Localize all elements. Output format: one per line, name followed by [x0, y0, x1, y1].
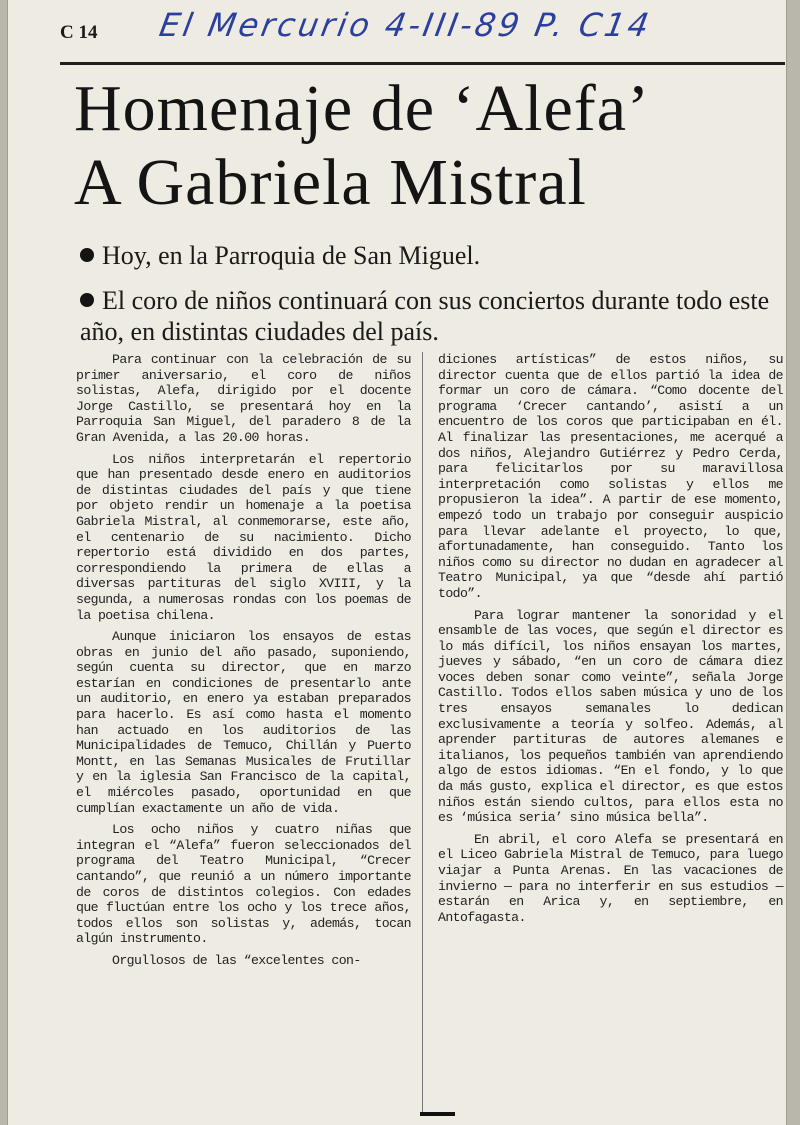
paragraph: diciones artísticas” de estos niños, su director cuenta que de ellos partió la idea de formar un coro de cámara. “Como docente del programa ‘Crecer cantando’, asistí a un encuentro de los coros que participaban en él. Al finalizar las presentaciones, me acerqué a dos niños, Alejandro Gutiérrez y Pedro Cerda, para felicitarlos por su maravillosa interpretación como solistas y ellos me propusieron la idea”. A partir de ese momento, empezó todo un trabajo por conseguir auspicio para llevar adelante el proyecto, lo que, afortunadamente, han conseguido. Tanto los niños como su director no dudan en agradecer al Teatro Municipal, ya que “desde ahí partió todo”. — [438, 352, 783, 601]
bottom-rule — [420, 1112, 455, 1116]
article-column-2 — [438, 352, 783, 931]
subhead-2-text: El coro de niños continuará con sus conciertos durante todo este año, en distintas ciudades del país. — [80, 286, 770, 346]
handwritten-note: El Mercurio 4-III-89 P. C14 — [156, 6, 655, 44]
headline-line-1: Homenaje de ‘Alefa’ — [74, 72, 651, 145]
bullet-icon — [80, 248, 94, 262]
subhead-2 — [80, 285, 770, 347]
bullet-icon — [80, 293, 94, 307]
article-column-1 — [76, 352, 411, 975]
top-rule — [60, 62, 785, 65]
page-label: C 14 — [60, 22, 98, 43]
paragraph: Para continuar con la celebración de su primer aniversario, el coro de niños solistas, Alefa, dirigido por el docente Jorge Castillo, se presentará hoy en la Parroquia San Miguel, del paradero 8 de la Gran Avenida, a las 20.00 horas. — [76, 352, 411, 445]
paragraph: Los niños interpretarán el repertorio que han presentado desde enero en auditorios de distintas ciudades del país y que tiene por objeto rendir un homenaje a la poetisa Gabriela Mistral, al conmemorarse, este año, el centenario de su nacimiento. Dicho repertorio está dividido en dos partes, correspondiendo la primera de ellas a diversas partituras del siglo XVIII, y la segunda, a numerosas rondas con los poemas de la poetisa chilena. — [76, 451, 411, 623]
paragraph: Orgullosos de las “excelentes con- — [112, 952, 361, 968]
subhead-1 — [80, 240, 770, 271]
subhead-1-text: Hoy, en la Parroquia de San Miguel. — [102, 241, 481, 270]
column-divider — [422, 352, 423, 1112]
paragraph: Para lograr mantener la sonoridad y el ensamble de las voces, que según el director es lo más difícil, los niños ensayan los martes, jueves y sábado, “en un coro de cámara diez voces deben sonar como veinte”, señala Jorge Castillo. Todos ellos saben música y uno de los tres ensayos semanales lo dedican exclusivamente a teoría y solfeo. Además, al aprender partituras de autores alemanes e italianos, los pequeños también van aprendiendo algo de estos idiomas. “En el fondo, y lo que da más gusto, explica el director, es que estos niños están siendo cultos, para ellos esta no es ‘música seria’ sino música bella”. — [438, 607, 783, 826]
headline-line-2: A Gabriela Mistral — [74, 146, 587, 219]
paragraph: Los ocho niños y cuatro niñas que integran el “Alefa” fueron seleccionados del programa del Teatro Municipal, “Crecer cantando”, que reunió a un número importante de coros de distintos colegios. Con edades que fluctúan entre los ocho y los trece años, todos ellos son solistas y, además, tocan algún instrumento. — [76, 822, 411, 947]
headline — [74, 72, 774, 220]
paragraph: Aunque iniciaron los ensayos de estas obras en junio del año pasado, suponiendo, según cuenta su director, que en marzo estarían en condiciones de presentarlo ante un auditorio, en enero ya estaban preparados para hacerlo. Es así como hasta el momento han actuado en los auditorios de las Municipalidades de Temuco, Chillán y Puerto Montt, en las Semanas Musicales de Frutillar y en la iglesia San Francisco de la capital, el miércoles pasado, oportunidad en que cumplían exactamente un año de vida. — [76, 629, 411, 816]
paragraph: En abril, el coro Alefa se presentará en el Liceo Gabriela Mistral de Temuco, para luego viajar a Punta Arenas. En las vacaciones de invierno — para no interferir en sus estudios — estarán en Arica y, en septiembre, en Antofagasta. — [438, 831, 783, 925]
